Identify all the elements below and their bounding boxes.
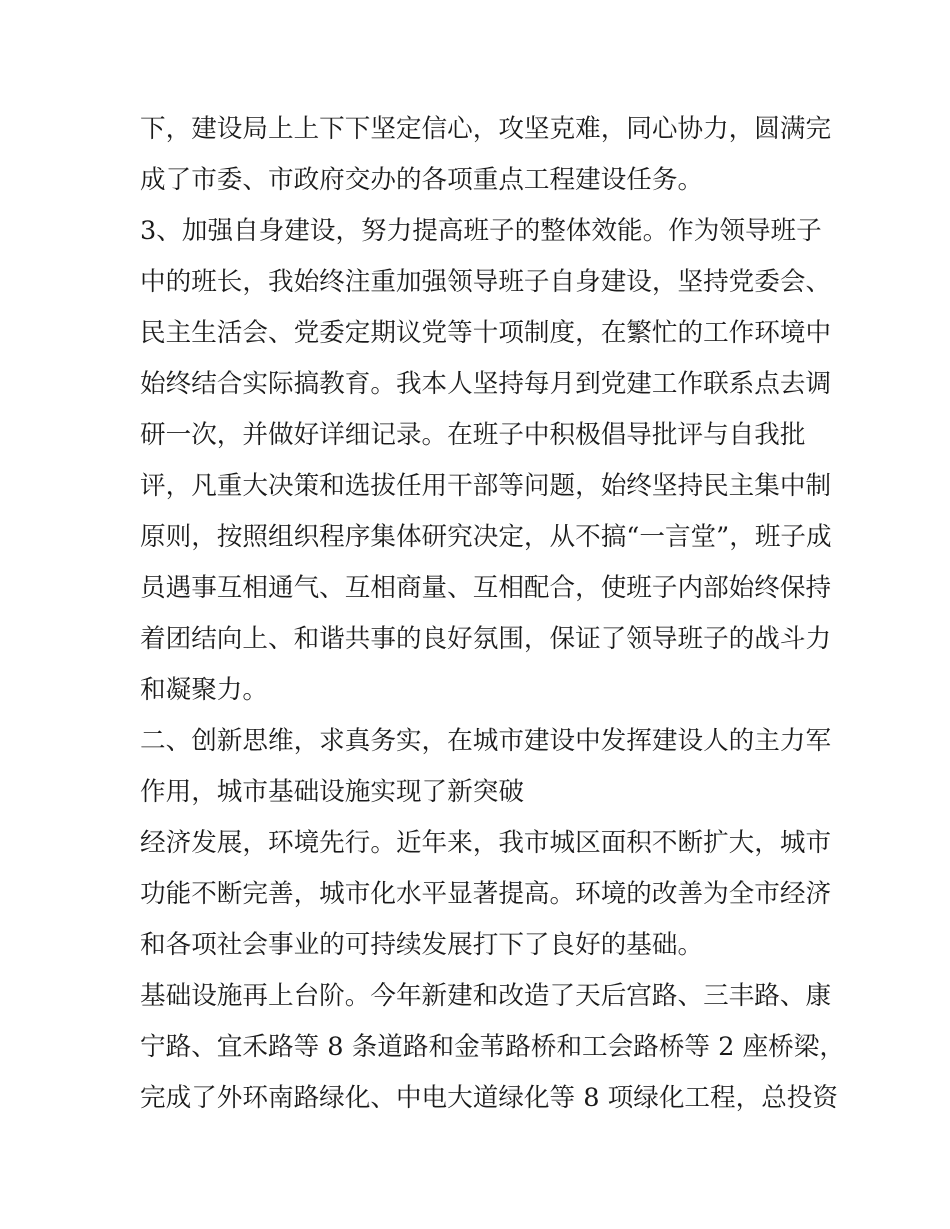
text-line: 成了市委、市政府交办的各项重点工程建设任务。 [140,165,704,195]
text-line: 原则，按照组织程序集体研究决定，从不搞“一言堂”，班子成 [140,522,832,552]
text-line: 着团结向上、和谐共事的良好氛围，保证了领导班子的战斗力 [140,624,832,654]
text-line: 宁路、宜禾路等 8 条道路和金苇路桥和工会路桥等 2 座桥梁， [140,1032,845,1062]
text-line: 始终结合实际搞教育。我本人坚持每月到党建工作联系点去调 [140,369,832,399]
text-line: 下，建设局上上下下坚定信心，攻坚克难，同心协力，圆满完 [140,114,832,144]
text-line: 作用，城市基础设施实现了新突破 [140,777,524,807]
text-line: 经济发展，环境先行。近年来，我市城区面积不断扩大，城市 [140,828,832,858]
text-line: 二、创新思维，求真务实，在城市建设中发挥建设人的主力军 [140,726,832,756]
text-line: 民主生活会、党委定期议党等十项制度，在繁忙的工作环境中 [140,318,832,348]
text-line: 评，凡重大决策和选拔任用干部等问题，始终坚持民主集中制 [140,471,832,501]
document-body [140,104,845,1124]
text-line: 研一次，并做好详细记录。在班子中积极倡导批评与自我批 [140,420,806,450]
text-line: 功能不断完善，城市化水平显著提高。环境的改善为全市经济 [140,879,832,909]
text-line: 和凝聚力。 [140,675,268,705]
text-line: 中的班长，我始终注重加强领导班子自身建设，坚持党委会、 [140,267,832,297]
text-line: 和各项社会事业的可持续发展打下了良好的基础。 [140,930,704,960]
text-line: 基础设施再上台阶。今年新建和改造了天后宫路、三丰路、康 [140,981,832,1011]
text-line: 完成了外环南路绿化、中电大道绿化等 8 项绿化工程，总投资 [140,1083,838,1113]
text-line: 员遇事互相通气、互相商量、互相配合，使班子内部始终保持 [140,573,832,603]
text-line: 3、加强自身建设，努力提高班子的整体效能。作为领导班子 [140,216,822,246]
